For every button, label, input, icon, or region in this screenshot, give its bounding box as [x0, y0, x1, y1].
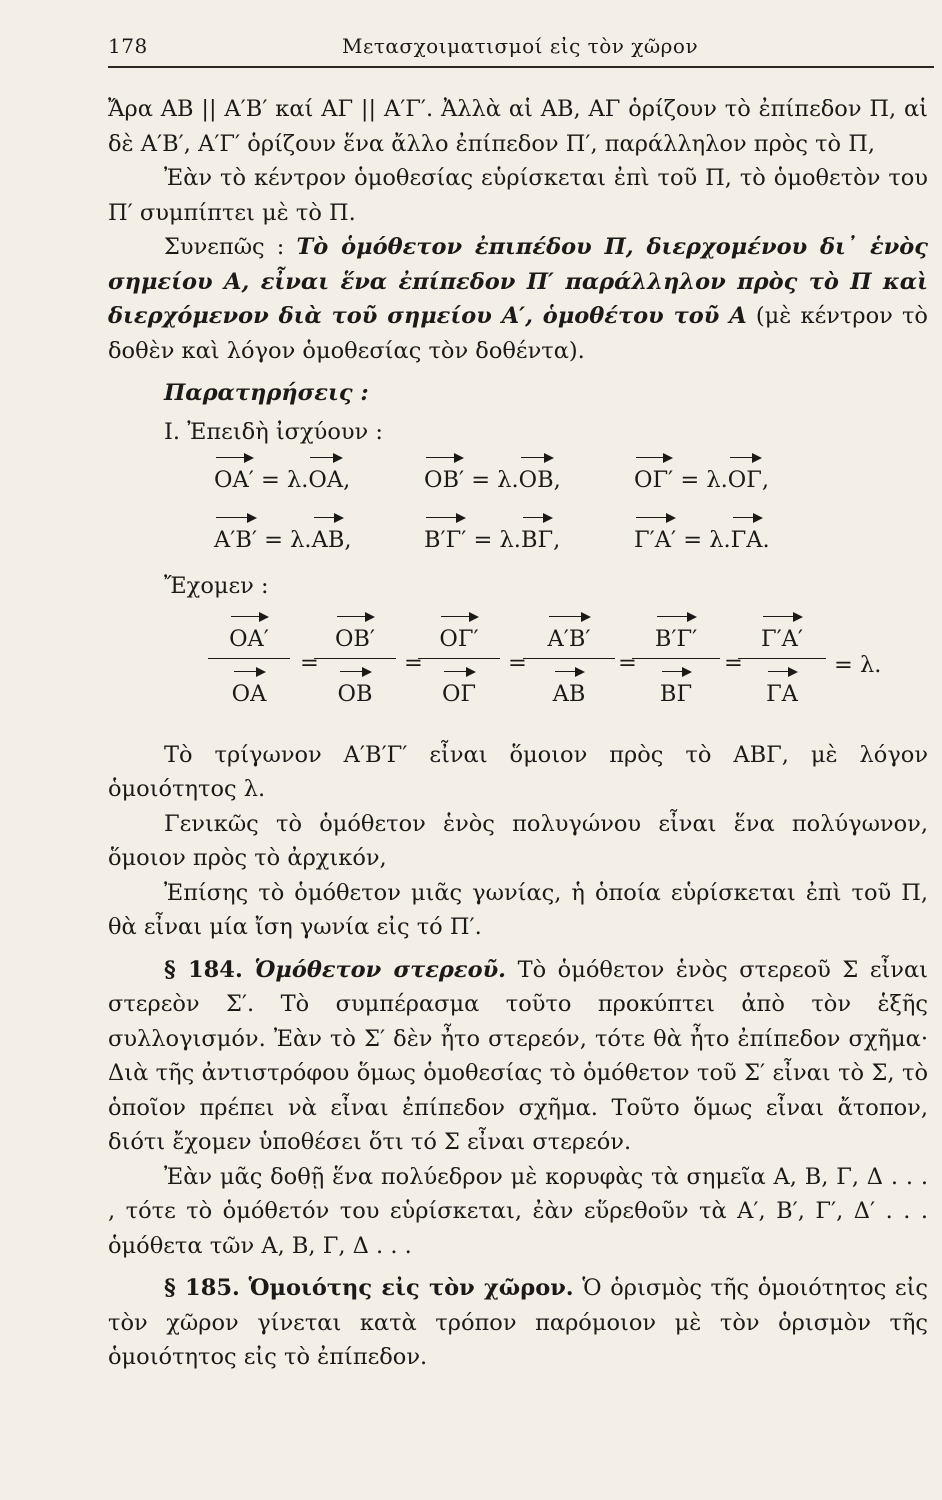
vector: OA — [232, 663, 267, 712]
equation — [424, 509, 560, 558]
fraction-equation — [214, 608, 928, 738]
vector: OA — [308, 449, 343, 498]
vector: A′B′ — [214, 509, 257, 558]
fraction — [519, 608, 619, 712]
page-header — [108, 34, 920, 64]
vector: OΓ — [728, 449, 762, 498]
paragraph-2: Ἐὰν τὸ κέντρον ὁμοθεσίας εὑρίσκεται ἐπὶ τοῦ Π, τὸ ὁμοθετὸν του Π′ συμπίπτει μὲ τὸ Π. — [108, 165, 928, 226]
vector: B′Γ′ — [424, 509, 466, 558]
equation-coef: = λ. — [260, 467, 309, 493]
vector: OΓ — [442, 663, 476, 712]
running-title: Μετασχοιματισμοί εἰς τὸν χῶρον — [342, 34, 699, 58]
paragraph-1: Ἄρα AB || A′B′ καί AΓ || A′Γ′. Ἀλλὰ αἱ AB, AΓ ὁρίζουν τὸ ἐπίπεδον Π, αἱ δὲ A′B′, A′Γ′ ὁρίζουν ἕνα ἄλλο ἐπίπεδον Π′, παράλληλον πρὸς τὸ Π, — [108, 96, 928, 157]
paragraph-3-emphasis: Τὸ ὁμόθετον ἐπιπέδου Π, διερχομένου δι᾽ ἑνὸς σημείου Α, εἶναι ἕνα ἐπίπεδον Π′ παράλληλον πρὸς τὸ Π καὶ διερχόμενον διὰ τοῦ σημείου Α′, ὁμοθέτου τοῦ Α — [108, 234, 928, 329]
fraction-result: = λ. — [834, 651, 882, 678]
observations-heading: Παρατηρήσεις : — [164, 380, 369, 406]
equation-sep: , — [344, 527, 352, 553]
section-184 — [108, 953, 928, 1160]
fraction-bar — [418, 658, 500, 659]
equation — [634, 509, 770, 558]
section-185-title: Ὁμοιότης εἰς τὸν χῶρον. — [248, 1275, 574, 1301]
section-184-title: Ὁμόθετον στερεοῦ. — [254, 956, 507, 983]
vector: A′B′ — [547, 608, 590, 657]
paragraph-7: Ἐὰν μᾶς δοθῇ ἕνα πολύεδρον μὲ κορυφὰς τὰ σημεῖα A, B, Γ, Δ . . . , τότε τὸ ὁμόθετόν του εὑρίσκεται, ἐὰν εὕρεθοῦν τὰ A′, B′, Γ′, Δ′ . . . ὁμόθετα τῶν A, B, Γ, Δ . . . — [108, 1163, 928, 1259]
vector: AB — [312, 509, 345, 558]
paragraph-3-lead: Συνεπῶς : — [164, 234, 297, 260]
paragraph-5: Γενικῶς τὸ ὁμόθετον ἑνὸς πολυγώνου εἶναι ἕνα πολύγωνον, ὅμοιον πρὸς τὸ ἀρχικόν, — [108, 810, 928, 871]
vector: OB′ — [335, 608, 375, 657]
vector-equations-row-1 — [214, 449, 928, 509]
vector: AB — [553, 663, 586, 712]
equation-coef: = λ. — [680, 467, 728, 493]
equation-sep: , — [761, 467, 769, 493]
item-1: Ι. Ἐπειδὴ ἰσχύουν : — [164, 418, 383, 445]
vector: OB — [338, 663, 373, 712]
fraction — [734, 608, 830, 712]
equals-sign: = — [404, 649, 423, 676]
page-number: 178 — [108, 34, 148, 58]
equation-sep: . — [762, 527, 770, 553]
equation-coef: = λ. — [683, 527, 731, 553]
fraction — [204, 608, 294, 712]
vector: B′Γ′ — [655, 608, 697, 657]
vector: Γ′A′ — [761, 608, 803, 657]
equation — [424, 449, 561, 498]
fraction-bar — [314, 658, 396, 659]
equation-coef: = λ. — [264, 527, 312, 553]
equals-sign: = — [508, 649, 527, 676]
equation — [214, 509, 352, 558]
equals-sign: = — [300, 649, 319, 676]
vector: ΓA — [731, 509, 763, 558]
vector: BΓ — [660, 663, 692, 712]
equation — [634, 449, 769, 498]
equation-sep: , — [553, 527, 561, 553]
paragraph-6: Ἐπίσης τὸ ὁμόθετον μιᾶς γωνίας, ἡ ὁποία εὑρίσκεται ἐπὶ τοῦ Π, θὰ εἶναι μία ἴση γωνία εἰς τό Π′. — [108, 879, 928, 940]
section-184-number: § 184. — [164, 956, 243, 983]
equation-coef: = λ. — [471, 467, 519, 493]
equation-sep: , — [553, 467, 561, 493]
vector: Γ′A′ — [634, 509, 676, 558]
equation-sep: , — [343, 467, 351, 493]
header-rule — [108, 66, 934, 68]
vector-equations-row-2 — [214, 509, 928, 569]
fraction — [628, 608, 724, 712]
vector: OA′ — [229, 608, 269, 657]
fraction-bar — [738, 658, 826, 659]
equation-coef: = λ. — [473, 527, 521, 553]
vector: OΓ′ — [439, 608, 478, 657]
fraction-bar — [632, 658, 720, 659]
section-184-text: Τὸ ὁμόθετον ἑνὸς στερεοῦ Σ εἶναι στερεὸν Σ′. Τὸ συμπέρασμα τοῦτο προκύπτει ἀπὸ τὸν ἑξῆς συλλογισμόν. Ἐὰν τὸ Σ′ δὲν ἦτο στερεόν, τότε θὰ ἦτο ἐπίπεδον σχῆμα· Διὰ τῆς ἀντιστρόφου ὅμως ὁμοθεσίας τὸ ὁμόθετον τοῦ Σ′ εἶναι τὸ Σ, τὸ ὁποῖον πρέπει νὰ εἶναι ἐπίπεδον σχῆμα. Τοῦτο ὅμως εἶναι ἄτοπον, διότι ἔχομεν ὑποθέσει ὅτι τό Σ εἶναι στερεόν. — [108, 956, 929, 1155]
equals-sign: = — [724, 649, 743, 676]
vector: OΓ′ — [634, 449, 673, 498]
vector: OA′ — [214, 449, 254, 498]
vector: BΓ — [521, 509, 553, 558]
vector: ΓA — [766, 663, 798, 712]
fraction — [310, 608, 400, 712]
fraction — [414, 608, 504, 712]
fraction-bar — [523, 658, 615, 659]
fraction-bar — [208, 658, 290, 659]
section-185-text: Ὁ ὁρισμὸς τῆς ὁμοιότητος εἰς τὸν χῶρον γίνεται κατὰ τρόπον παρόμοιον μὲ τὸν ὁρισμὸν τῆς ὁμοιότητος εἰς τὸ ἐπίπεδον. — [108, 1275, 929, 1370]
paragraph-3-tail: (μὲ κέντρον τὸ δοθὲν καὶ λόγον ὁμοθεσίας τὸν δοθέντα). — [108, 303, 928, 364]
equals-sign: = — [618, 649, 637, 676]
vector: OB — [519, 449, 554, 498]
exomen-label: Ἔχομεν : — [164, 573, 269, 599]
page-body — [108, 92, 928, 1375]
paragraph-3 — [108, 230, 928, 368]
equation — [214, 449, 350, 498]
section-185-number: § 185. — [164, 1275, 240, 1301]
vector: OB′ — [424, 449, 464, 498]
paragraph-4: Τὸ τρίγωνον A′B′Γ′ εἶναι ὅμοιον πρὸς τὸ ABΓ, μὲ λόγον ὁμοιότητος λ. — [108, 741, 928, 802]
section-185 — [108, 1271, 928, 1375]
